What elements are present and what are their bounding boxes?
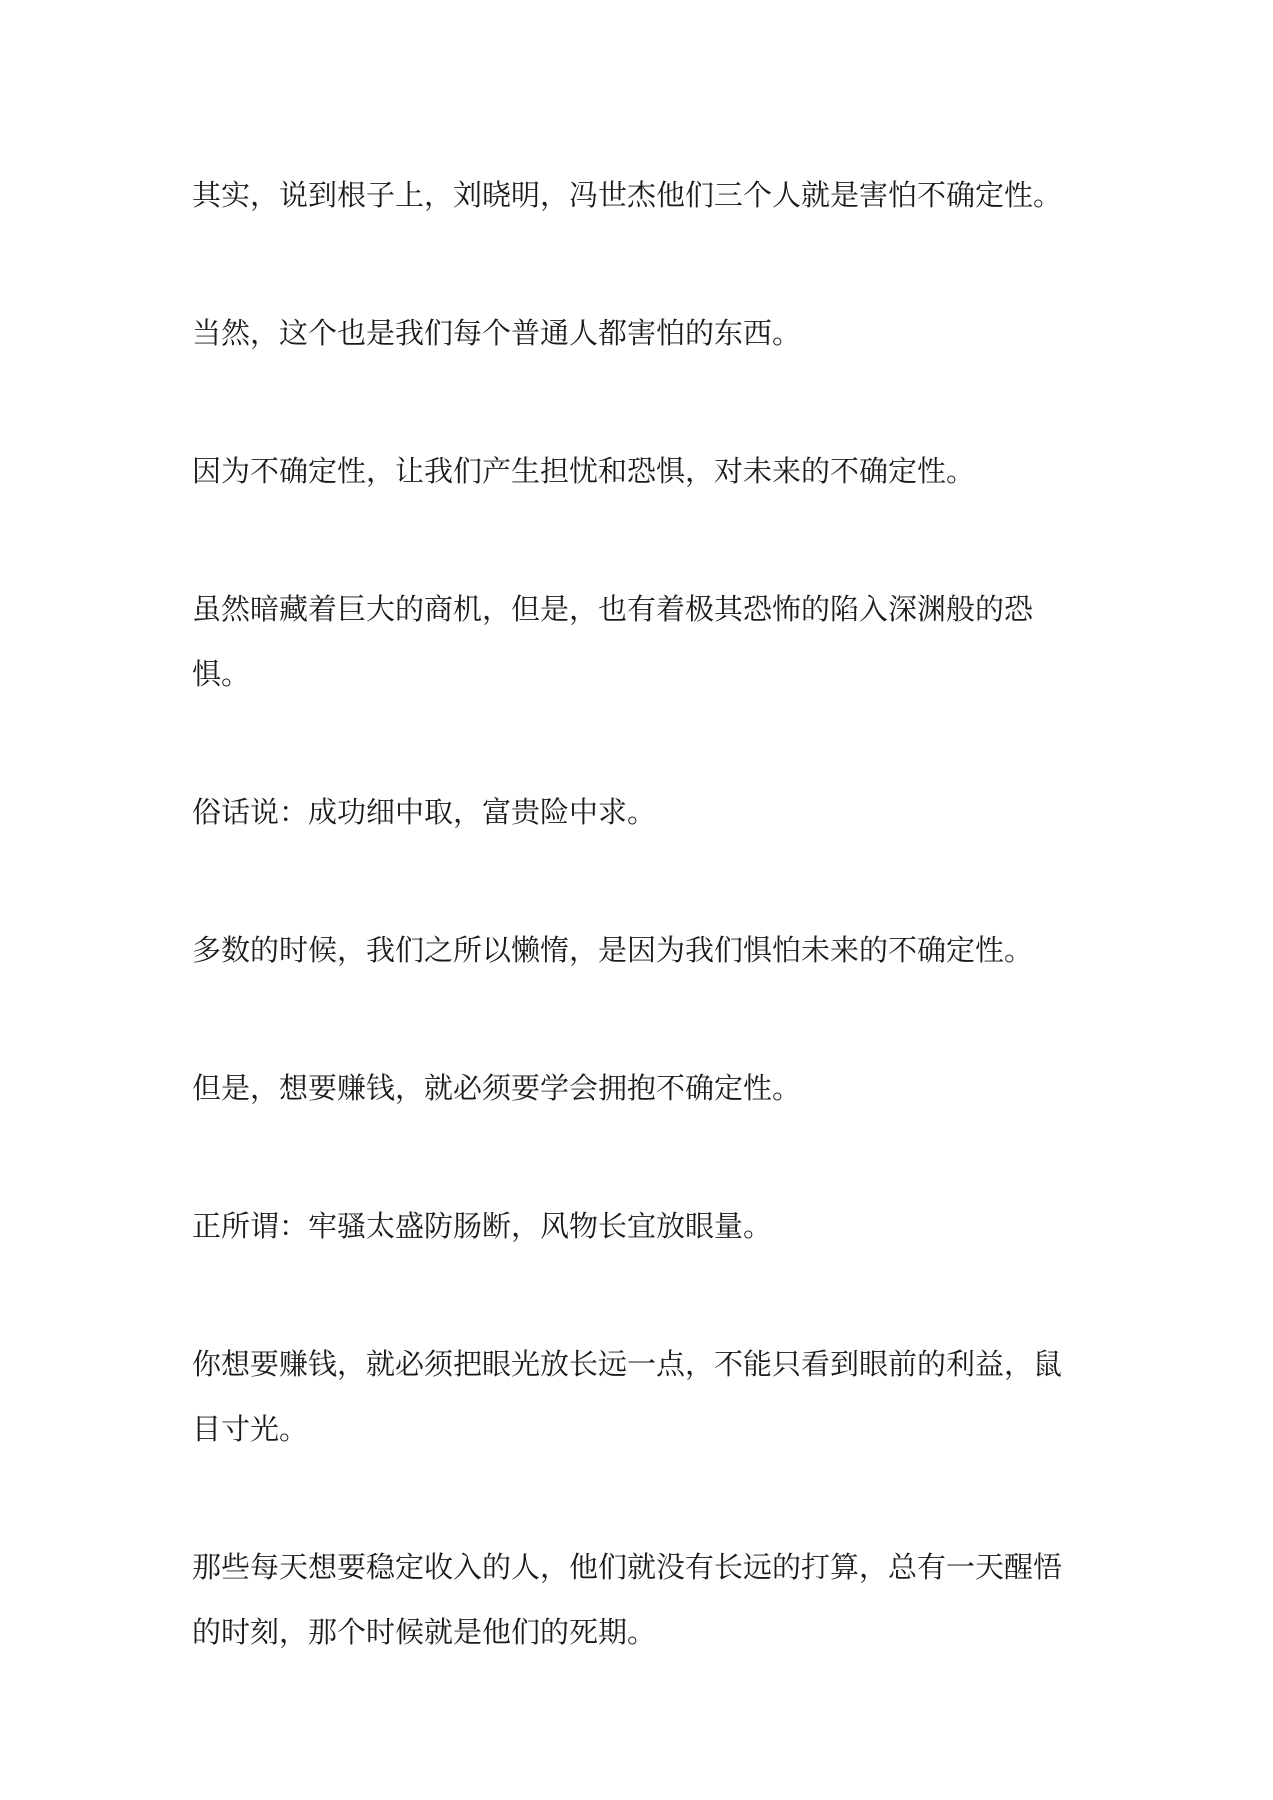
paragraph: 正所谓：牢骚太盛防肠断，风物长宜放眼量。 (192, 1211, 773, 1243)
paragraph: 其实，说到根子上，刘晓明，冯世杰他们三个人就是害怕不确定性。 (192, 180, 1063, 212)
paragraph: 虽然暗藏着巨大的商机，但是，也有着极其恐怖的陷入深渊般的恐惧。 (192, 594, 1034, 691)
paragraph: 因为不确定性，让我们产生担忧和恐惧，对未来的不确定性。 (192, 456, 976, 488)
paragraph: 但是，想要赚钱，就必须要学会拥抱不确定性。 (192, 1073, 802, 1105)
paragraph: 你想要赚钱，就必须把眼光放长远一点，不能只看到眼前的利益，鼠目寸光。 (192, 1349, 1063, 1446)
document-body (192, 164, 1090, 1739)
paragraph: 多数的时候，我们之所以懒惰，是因为我们惧怕未来的不确定性。 (192, 935, 1034, 967)
paragraph: 那些每天想要稳定收入的人，他们就没有长远的打算，总有一天醒悟的时刻，那个时候就是他们的死期。 (192, 1552, 1063, 1649)
paragraph: 俗话说：成功细中取，富贵险中求。 (192, 797, 657, 829)
paragraph: 当然，这个也是我们每个普通人都害怕的东西。 (192, 318, 802, 350)
